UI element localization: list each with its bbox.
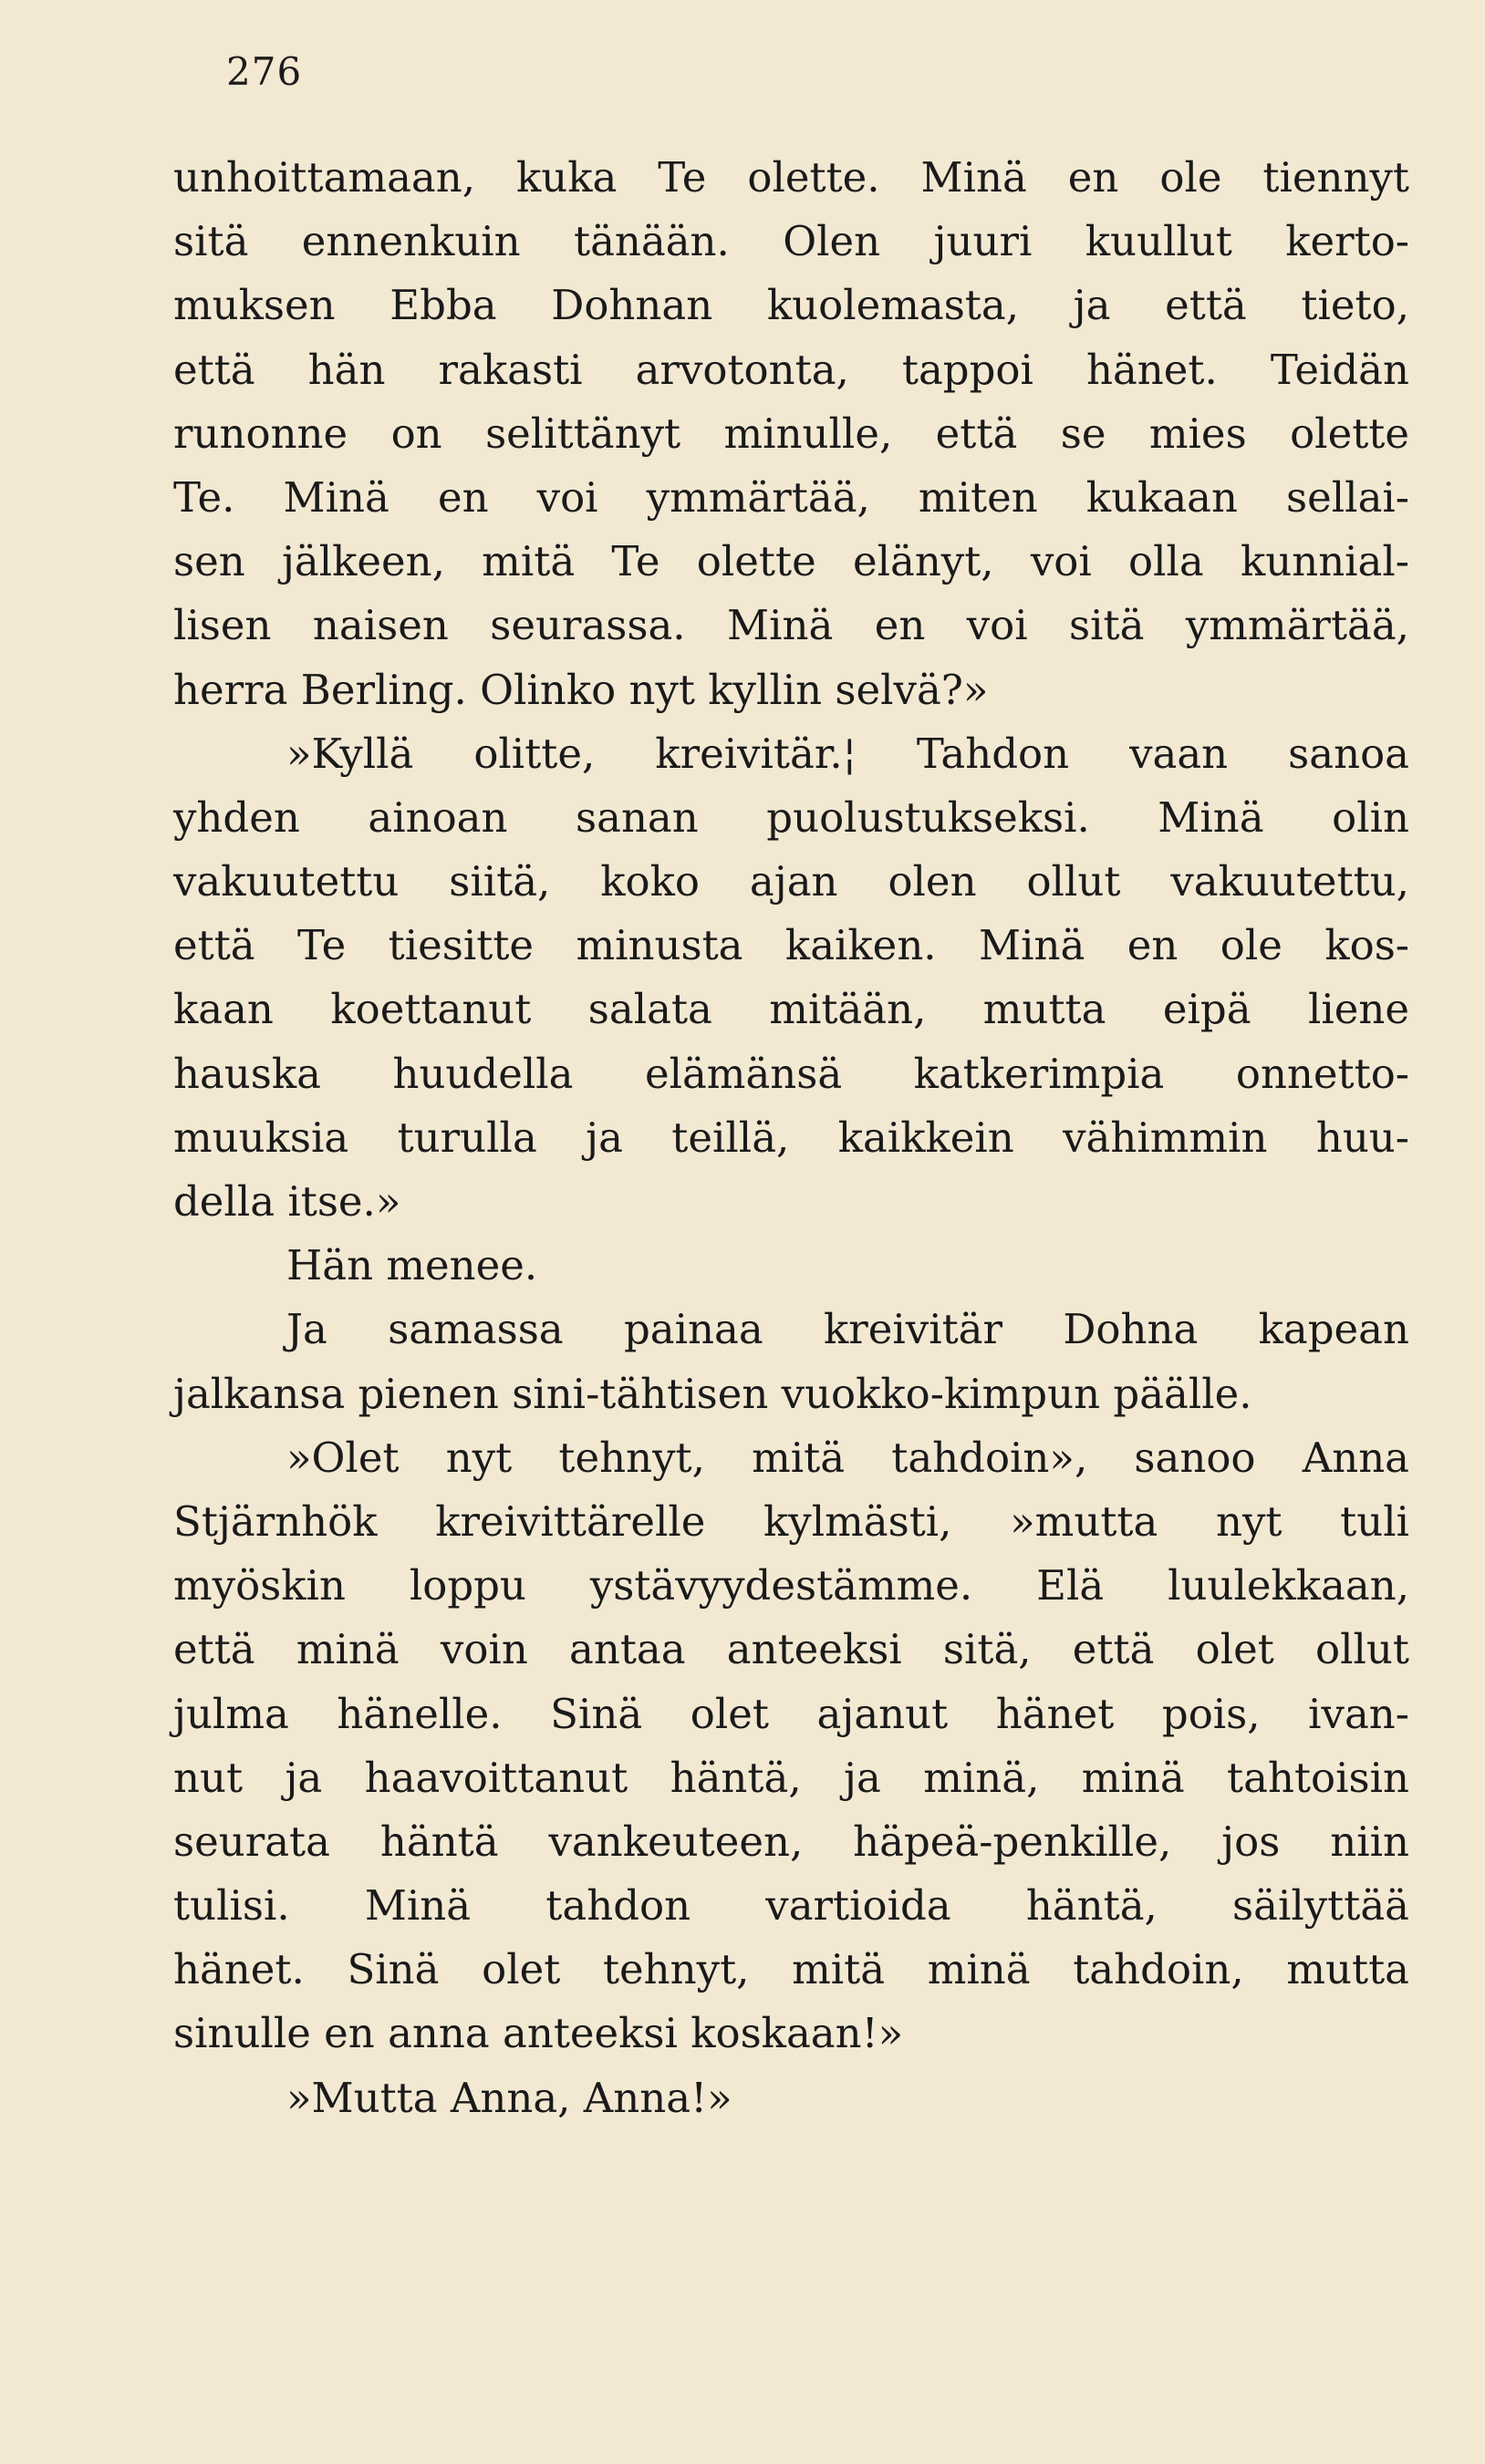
text-line: että hän rakasti arvotonta, tappoi hänet. Teidän <box>173 345 1409 394</box>
text-line: muksen Ebba Dohnan kuolemasta, ja että tieto, <box>173 281 1409 330</box>
text-line: sinulle en anna anteeksi koskaan!» <box>173 2009 904 2058</box>
text-line: että minä voin antaa anteeksi sitä, että olet ollut <box>173 1625 1409 1674</box>
text-line: Ja samassa painaa kreivitär Dohna kapean <box>286 1305 1409 1354</box>
paragraph <box>173 722 1409 1235</box>
text-line: herra Berling. Olinko nyt kyllin selvä?» <box>173 665 989 714</box>
text-line: jalkansa pienen sini-tähtisen vuokko-kimpun päälle. <box>173 1369 1252 1418</box>
text-line: tulisi. Minä tahdon vartioida häntä, säilyttää <box>173 1881 1409 1931</box>
paragraph <box>173 1234 1409 1298</box>
paragraph <box>173 1298 1409 1425</box>
text-line: että Te tiesitte minusta kaiken. Minä en ole kos- <box>173 921 1409 970</box>
text-line: »Olet nyt tehnyt, mitä tahdoin», sanoo Anna <box>286 1433 1409 1482</box>
text-line: della itse.» <box>173 1177 401 1226</box>
text-line: Hän menee. <box>286 1241 538 1290</box>
text-line: yhden ainoan sanan puolustukseksi. Minä olin <box>173 792 1409 842</box>
paragraph <box>173 2066 1409 2130</box>
text-line: hauska huudella elämänsä katkerimpia onnetto- <box>173 1049 1409 1098</box>
text-line: sen jälkeen, mitä Te olette elänyt, voi olla kunnial- <box>173 537 1409 586</box>
text-line: »Mutta Anna, Anna!» <box>286 2073 732 2122</box>
text-line: »Kyllä olitte, kreivitär.¦ Tahdon vaan sanoa <box>286 729 1409 778</box>
text-line: julma hänelle. Sinä olet ajanut hänet pois, ivan- <box>173 1689 1409 1738</box>
text-line: kaan koettanut salata mitään, mutta eipä liene <box>173 985 1409 1034</box>
text-line: myöskin loppu ystävyydestämme. Elä luulekkaan, <box>173 1561 1409 1610</box>
text-line: sitä ennenkuin tänään. Olen juuri kuullut kerto- <box>173 217 1409 266</box>
text-line: muuksia turulla ja teillä, kaikkein vähimmin huu- <box>173 1113 1409 1162</box>
text-line: Stjärnhök kreivittärelle kylmästi, »mutta nyt tuli <box>173 1496 1409 1546</box>
text-line: seurata häntä vankeuteen, häpeä-penkille, jos niin <box>173 1817 1409 1866</box>
paragraph <box>173 1426 1409 2066</box>
paragraph <box>173 146 1409 722</box>
page-number: 276 <box>226 49 303 94</box>
text-line: Te. Minä en voi ymmärtää, miten kukaan sellai- <box>173 472 1409 522</box>
text-line: runonne on selittänyt minulle, että se mies olette <box>173 409 1409 458</box>
text-line: unhoittamaan, kuka Te olette. Minä en ole tiennyt <box>173 153 1409 202</box>
body-text <box>173 146 1409 2130</box>
text-line: hänet. Sinä olet tehnyt, mitä minä tahdoin, mutta <box>173 1945 1409 1994</box>
text-line: lisen naisen seurassa. Minä en voi sitä ymmärtää, <box>173 601 1409 650</box>
text-line: vakuutettu siitä, koko ajan olen ollut vakuutettu, <box>173 857 1409 906</box>
text-line: nut ja haavoittanut häntä, ja minä, minä tahtoisin <box>173 1753 1409 1802</box>
